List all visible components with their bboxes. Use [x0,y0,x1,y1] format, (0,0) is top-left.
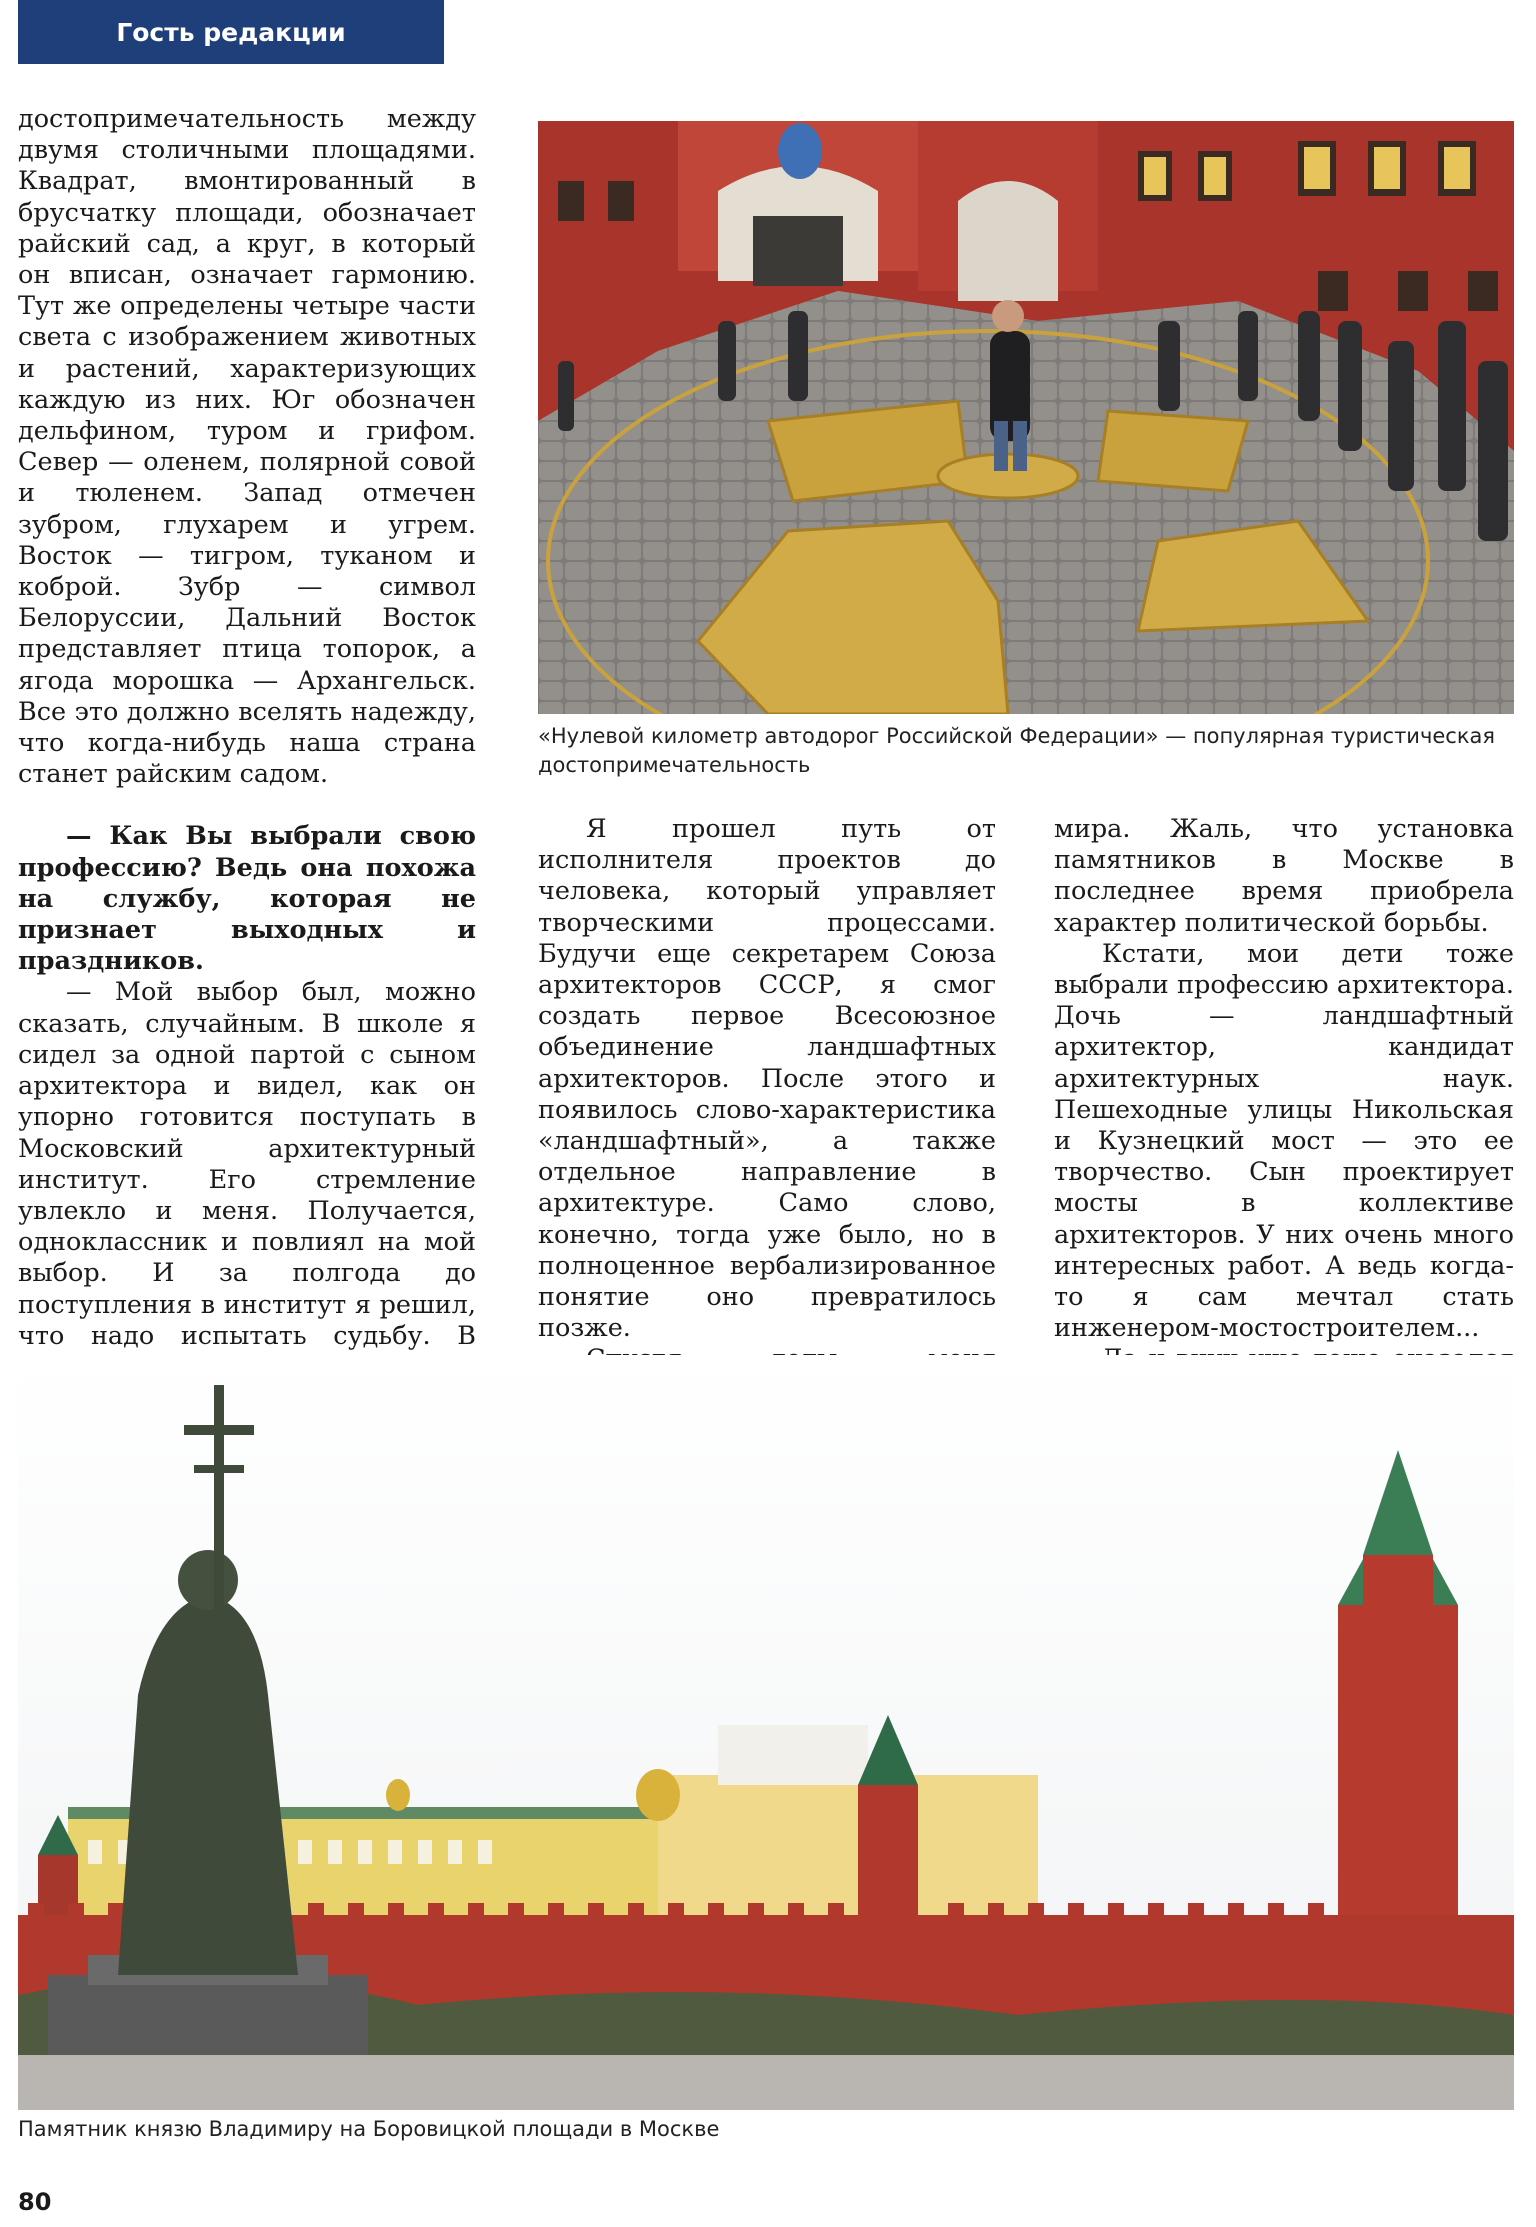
paragraph: Кстати, мои дети тоже выбрали профессию архитектора. Дочь — ландшафтный архитектор, кандидат архитектурных наук. Пешеходные улицы Никольская и Кузнецкий мост — это ее творчество. Сын проектирует мосты в коллективе архитекторов. У них очень много интересных работ. А ведь когда-то я сам мечтал стать инженером-мостостроителем... [1054,938,1514,1344]
paragraph: достопримечательность между двумя столичными площадями. Квадрат, вмонтированный в брусчатку площади, обозначает райский сад, а круг, в который он вписан, означает гармонию. Тут же определены четыре части света с изображением животных и растений, характеризующих каждую из них. Юг обозначен дельфином, туром и грифом. Север — оленем, полярной совой и тюленем. Запад отмечен зубром, глухарем и угрем. Восток — тигром, туканом и коброй. Зубр — символ Белоруссии, Дальний Восток представляет птица топорок, а ягода морошка — Архангельск. Все это должно вселять надежду, что когда-нибудь наша страна станет райским садом. [18,104,476,790]
photo-zero-kilometre [538,121,1514,714]
photo-vladimir-monument [18,1355,1514,2110]
section-label: Гость редакции [18,0,444,64]
page-number: 80 [18,2188,52,2216]
photo-caption: Памятник князю Владимиру на Боровицкой площади в Москве [18,2117,720,2141]
photo-caption: «Нулевой километр автодорог Российской Федерации» — популярная туристическая достопримечательность [538,724,1496,777]
paragraph: мира. Жаль, что установка памятников в Москве в последнее время приобрела характер политической борьбы. [1054,814,1514,938]
paragraph: Я прошел путь от исполнителя проектов до человека, который управляет творческими процессами. Будучи еще секретарем Союза архитекторов СССР, я смог создать первое Всесоюзное объединение ландшафтных архитекторов. После этого и появилось слово-характеристика «ландшафтный», а также отдельное направление в архитектуре. Само слово, конечно, тогда уже было, но в полноценное вербализированное понятие оно превратилось позже. [538,814,996,1344]
paragraph: — Мой выбор был, можно сказать, случайным. В школе я сидел за одной партой с сыном архитектора и видел, как он упорно готовится поступать в Московский архитектурный институт. Его стремление увлекло и меня. Получается, одноклассник и повлиял на мой выбор. И за полгода до поступления в институт я решил, что надо испытать судьбу. В [18,977,476,1351]
interview-question: — Как Вы выбрали свою профессию? Ведь она похожа на службу, которая не признает выходных и праздников. [18,821,476,977]
column-left [18,104,476,1446]
